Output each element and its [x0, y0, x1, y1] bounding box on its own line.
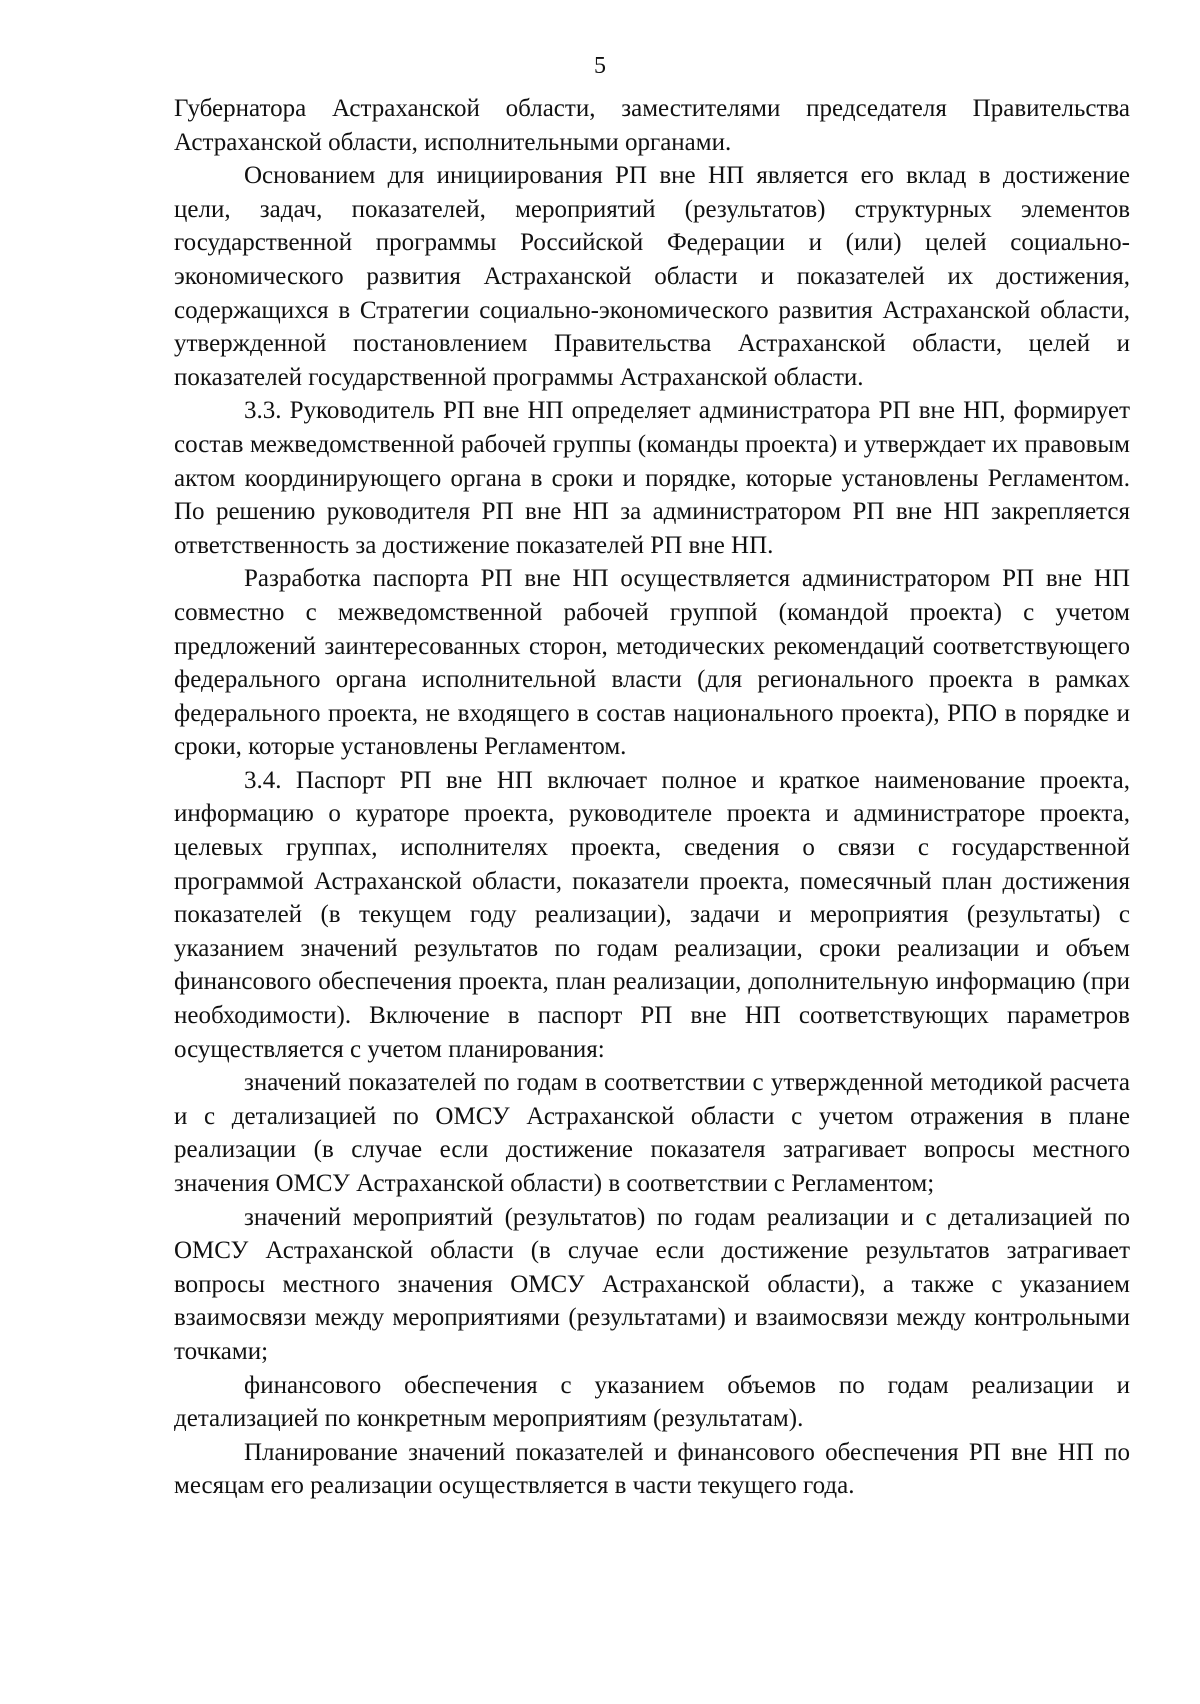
paragraph-passport-development: Разработка паспорта РП вне НП осуществляется администратором РП вне НП совместно с межведомственной рабочей группой (командой проекта) с учетом предложений заинтересованных сторон, методических рекомендаций соответствующего федерального органа исполнительной власти (для регионального проекта в рамках федерального проекта, не входящего в состав национального проекта), РПО в порядке и сроки, которые установлены Регламентом. [174, 565, 1130, 761]
paragraph-3-4: 3.4. Паспорт РП вне НП включает полное и краткое наименование проекта, информацию о кураторе проекта, руководителе проекта и администраторе проекта, целевых группах, исполнителях проекта, сведения о связи с государственной программой Астраханской области, показатели проекта, помесячный план достижения показателей (в текущем году реализации), задачи и мероприятия (результаты) с указанием значений результатов по годам реализации, сроки реализации и объем финансового обеспечения проекта, план реализации, дополнительную информацию (при необходимости). Включение в паспорт РП вне НП соответствующих параметров осуществляется с учетом планирования: [174, 766, 1130, 1063]
paragraph-monthly-planning: Планирование значений показателей и финансового обеспечения РП вне НП по месяцам его реализации осуществляется в части текущего года. [174, 1438, 1130, 1500]
paragraph-indicator-values: значений показателей по годам в соответствии с утвержденной методикой расчета и с детализацией по ОМСУ Астраханской области с учетом отражения в плане реализации (в случае если достижение показателя затрагивает вопросы местного значения ОМСУ Астраханской области) в соответствии с Регламентом; [174, 1069, 1130, 1197]
paragraph-continuation: Губернатора Астраханской области, заместителями председателя Правительства Астраханской области, исполнительными органами. [174, 95, 1130, 156]
page-number: 5 [594, 53, 606, 79]
paragraph-3-3: 3.3. Руководитель РП вне НП определяет администратора РП вне НП, формирует состав межведомственной рабочей группы (команды проекта) и утверждает их правовым актом координирующего органа в сроки и порядке, которые установлены Регламентом. По решению руководителя РП вне НП за администратором РП вне НП закрепляется ответственность за достижение показателей РП вне НП. [174, 397, 1130, 559]
document-body [174, 92, 1130, 1503]
paragraph-initiation-basis: Основанием для инициирования РП вне НП является его вклад в достижение цели, задач, показателей, мероприятий (результатов) структурных элементов государственной программы Российской Федерации и (или) целей социально-экономического развития Астраханской области и показателей их достижения, содержащихся в Стратегии социально-экономического развития Астраханской области, утвержденной постановлением Правительства Астраханской области, целей и показателей государственной программы Астраханской области. [174, 162, 1130, 391]
paragraph-event-values: значений мероприятий (результатов) по годам реализации и с детализацией по ОМСУ Астраханской области (в случае если достижение результатов затрагивает вопросы местного значения ОМСУ Астраханской области), а также с указанием взаимосвязи между мероприятиями (результатами) и взаимосвязи между контрольными точками; [174, 1203, 1130, 1365]
paragraph-financing: финансового обеспечения с указанием объемов по годам реализации и детализацией по конкретным мероприятиям (результатам). [174, 1371, 1130, 1433]
